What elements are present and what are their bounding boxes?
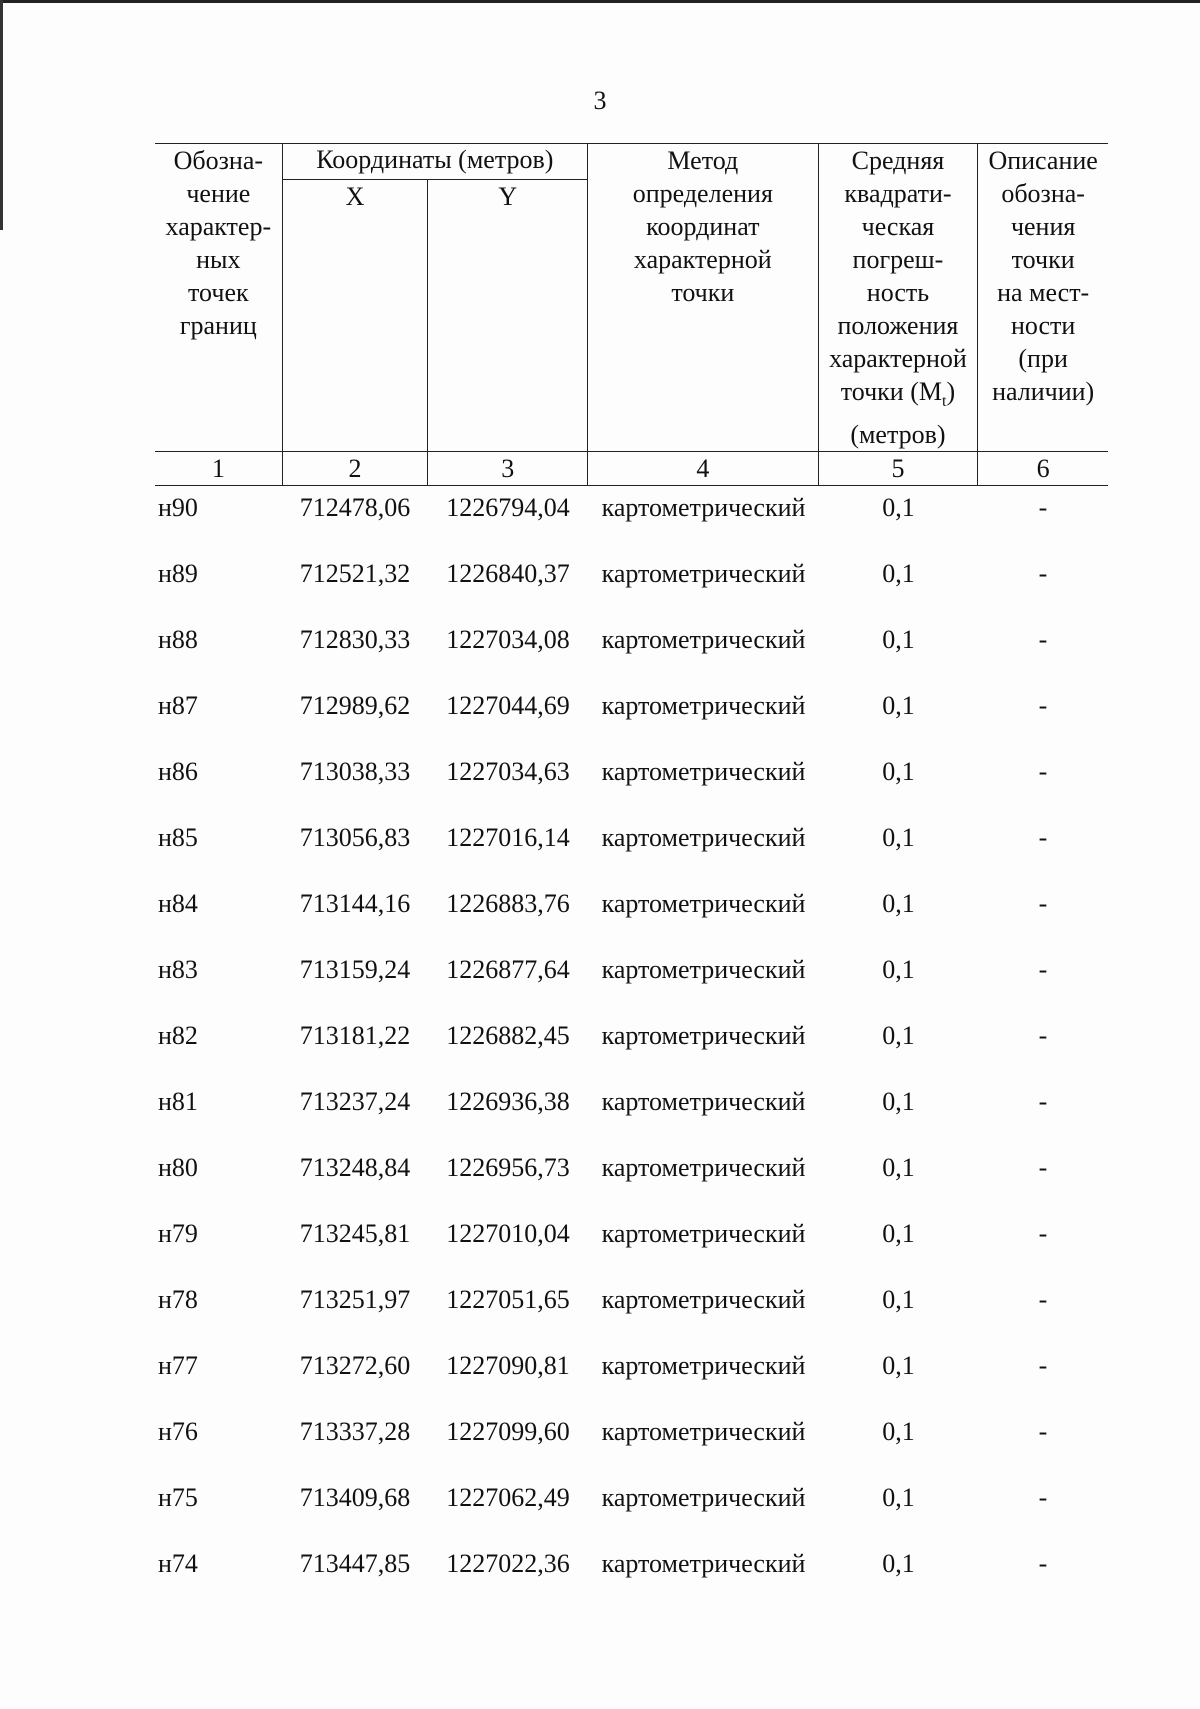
- header-line: координат: [646, 212, 760, 241]
- column-number-2: 2: [282, 452, 428, 486]
- coord-x: 712989,62: [299, 691, 411, 720]
- header-line-mt: [819, 375, 978, 418]
- point-description: -: [1038, 1417, 1048, 1446]
- header-line: ческая: [861, 212, 935, 241]
- method: картометрический: [601, 955, 806, 984]
- coord-y: 1227062,49: [446, 1483, 570, 1512]
- point-id: н81: [158, 1087, 198, 1116]
- method: картометрический: [601, 823, 806, 852]
- coord-y: 1226840,37: [446, 559, 570, 588]
- coord-y: 1227022,36: [446, 1549, 570, 1578]
- table-row: [155, 491, 1108, 557]
- table-row: [155, 887, 1108, 953]
- header-line: ных: [196, 245, 241, 274]
- coord-y: 1226877,64: [446, 955, 570, 984]
- mean-square-error: 0,1: [882, 757, 915, 786]
- mean-square-error: 0,1: [882, 559, 915, 588]
- method: картометрический: [601, 691, 806, 720]
- subscript-t: t: [942, 393, 947, 411]
- header-line: точки: [1011, 245, 1075, 274]
- header-line: точки: [671, 278, 735, 307]
- point-description: -: [1038, 1087, 1048, 1116]
- coord-y: 1226882,45: [446, 1021, 570, 1050]
- table-row: [155, 1349, 1108, 1415]
- coord-y: 1227099,60: [446, 1417, 570, 1446]
- point-id: н88: [158, 625, 198, 654]
- point-id: н78: [158, 1285, 198, 1314]
- coord-x: 713159,24: [299, 955, 411, 984]
- coord-y: 1227044,69: [446, 691, 570, 720]
- point-description: -: [1038, 757, 1048, 786]
- header-line: точек: [188, 278, 249, 307]
- point-id: н76: [158, 1417, 198, 1446]
- column-number-3: 3: [428, 452, 588, 486]
- coord-x: 713245,81: [299, 1219, 411, 1248]
- header-line: определения: [632, 179, 773, 208]
- coord-x: 713038,33: [299, 757, 411, 786]
- method: картометрический: [601, 1153, 806, 1182]
- mean-square-error: 0,1: [882, 823, 915, 852]
- table-row: [155, 755, 1108, 821]
- coord-x: 713181,22: [299, 1021, 411, 1050]
- mean-square-error: 0,1: [882, 1549, 915, 1578]
- method: картометрический: [601, 1087, 806, 1116]
- header-line: ность: [866, 278, 930, 307]
- coord-y: 1227034,63: [446, 757, 570, 786]
- point-description: -: [1038, 1153, 1048, 1182]
- mean-square-error: 0,1: [882, 1021, 915, 1050]
- mean-square-error: 0,1: [882, 1285, 915, 1314]
- method: картометрический: [601, 1549, 806, 1578]
- header-line: погреш-: [852, 245, 944, 274]
- point-id: н84: [158, 889, 198, 918]
- table-row: [155, 1415, 1108, 1481]
- method: картометрический: [601, 1483, 806, 1512]
- page-number: 3: [593, 86, 607, 115]
- method: картометрический: [601, 1351, 806, 1380]
- coord-x: 713144,16: [299, 889, 411, 918]
- point-id: н82: [158, 1021, 198, 1050]
- point-id: н83: [158, 955, 198, 984]
- table-row: [155, 1547, 1108, 1613]
- coord-y: 1226956,73: [446, 1153, 570, 1182]
- table-row: [155, 1283, 1108, 1349]
- header-line: характер-: [165, 212, 272, 241]
- method: картометрический: [601, 559, 806, 588]
- point-id: н79: [158, 1219, 198, 1248]
- header-line: наличии): [992, 377, 1095, 406]
- header-line: обозна-: [1001, 179, 1085, 208]
- header-coordinates-title: Координаты (метров): [282, 144, 587, 180]
- header-line: характерной: [633, 245, 772, 274]
- header-x: X: [282, 180, 428, 452]
- point-id: н74: [158, 1549, 198, 1578]
- coord-y: 1227090,81: [446, 1351, 570, 1380]
- method: картометрический: [601, 889, 806, 918]
- mean-square-error: 0,1: [882, 691, 915, 720]
- point-description: -: [1038, 955, 1048, 984]
- method: картометрический: [601, 625, 806, 654]
- point-id: н87: [158, 691, 198, 720]
- coord-x: 712521,32: [299, 559, 411, 588]
- method: картометрический: [601, 757, 806, 786]
- method: картометрический: [601, 1219, 806, 1248]
- coord-y: 1226936,38: [446, 1087, 570, 1116]
- coord-x: 713447,85: [299, 1549, 411, 1578]
- coord-x: 713248,84: [299, 1153, 411, 1182]
- coord-y: 1226883,76: [446, 889, 570, 918]
- point-description: -: [1038, 1219, 1048, 1248]
- coord-y: 1227016,14: [446, 823, 570, 852]
- point-description: -: [1038, 1351, 1048, 1380]
- header-line: (при: [1018, 344, 1068, 373]
- header-y: Y: [428, 180, 588, 452]
- header-method: [588, 144, 819, 452]
- header-line-text: ): [946, 377, 956, 406]
- mean-square-error: 0,1: [882, 1417, 915, 1446]
- method: картометрический: [601, 1417, 806, 1446]
- header-point-description: [978, 144, 1108, 452]
- mean-square-error: 0,1: [882, 1351, 915, 1380]
- scan-edge-top: [0, 0, 1200, 3]
- point-id: н86: [158, 757, 198, 786]
- header-line: (метров): [850, 420, 946, 450]
- table-row: [155, 623, 1108, 689]
- column-number-4: 4: [588, 452, 819, 486]
- table-row: [155, 1019, 1108, 1085]
- point-description: -: [1038, 625, 1048, 654]
- header-line: положения: [837, 311, 959, 340]
- point-id: н90: [158, 493, 198, 522]
- header-line: Описание: [988, 146, 1098, 175]
- coord-y: 1227034,08: [446, 625, 570, 654]
- point-id: н77: [158, 1351, 198, 1380]
- header-line: на мест-: [997, 278, 1090, 307]
- table-row: [155, 953, 1108, 1019]
- method: картометрический: [601, 1285, 806, 1314]
- point-description: -: [1038, 1285, 1048, 1314]
- coord-x: 713237,24: [299, 1087, 411, 1116]
- point-id: н75: [158, 1483, 198, 1512]
- point-id: н80: [158, 1153, 198, 1182]
- column-number-6: 6: [978, 452, 1108, 486]
- coord-x: 712830,33: [299, 625, 411, 654]
- header-line: чения: [1010, 212, 1076, 241]
- coord-x: 713337,28: [299, 1417, 411, 1446]
- header-line: Средняя: [851, 146, 945, 175]
- mean-square-error: 0,1: [882, 889, 915, 918]
- coord-x: 713056,83: [299, 823, 411, 852]
- coord-x: 713409,68: [299, 1483, 411, 1512]
- table-row: [155, 821, 1108, 887]
- table-row: [155, 689, 1108, 755]
- mean-square-error: 0,1: [882, 1087, 915, 1116]
- coord-x: 712478,06: [299, 493, 411, 522]
- mean-square-error: 0,1: [882, 955, 915, 984]
- header-line: ности: [1010, 311, 1076, 340]
- header-line-text: точки (M: [840, 377, 942, 406]
- table-row: [155, 1151, 1108, 1217]
- column-number-5: 5: [818, 452, 978, 486]
- coord-y: 1227010,04: [446, 1219, 570, 1248]
- header-line: чение: [186, 179, 251, 208]
- header-line: характерной: [829, 344, 967, 373]
- coord-x: 713251,97: [299, 1285, 411, 1314]
- point-description: -: [1038, 1021, 1048, 1050]
- point-id: н89: [158, 559, 198, 588]
- header-line: Обозна-: [173, 146, 264, 175]
- mean-square-error: 0,1: [882, 1219, 915, 1248]
- coord-x: 713272,60: [299, 1351, 411, 1380]
- mean-square-error: 0,1: [882, 625, 915, 654]
- header-mean-square-error: [818, 144, 978, 452]
- table-row: [155, 557, 1108, 623]
- mean-square-error: 0,1: [882, 1483, 915, 1512]
- mean-square-error: 0,1: [882, 493, 915, 522]
- point-description: -: [1038, 691, 1048, 720]
- scan-edge-left: [0, 0, 3, 230]
- column-number-1: 1: [155, 452, 282, 486]
- coord-y: 1226794,04: [446, 493, 570, 522]
- method: картометрический: [601, 1021, 806, 1050]
- mean-square-error: 0,1: [882, 1153, 915, 1182]
- header-point-designation: [155, 144, 282, 452]
- point-description: -: [1038, 1549, 1048, 1578]
- point-description: -: [1038, 1483, 1048, 1512]
- point-description: -: [1038, 493, 1048, 522]
- method: картометрический: [601, 493, 806, 522]
- coord-y: 1227051,65: [446, 1285, 570, 1314]
- table-row: [155, 1217, 1108, 1283]
- header-line: границ: [179, 311, 257, 340]
- table-row: [155, 1085, 1108, 1151]
- coordinates-table-header: [155, 143, 1108, 486]
- coordinates-table-body: [155, 491, 1108, 1613]
- point-id: н85: [158, 823, 198, 852]
- point-description: -: [1038, 559, 1048, 588]
- table-row: [155, 1481, 1108, 1547]
- point-description: -: [1038, 889, 1048, 918]
- point-description: -: [1038, 823, 1048, 852]
- header-line: квадрати-: [844, 179, 952, 208]
- header-line: Метод: [667, 146, 739, 175]
